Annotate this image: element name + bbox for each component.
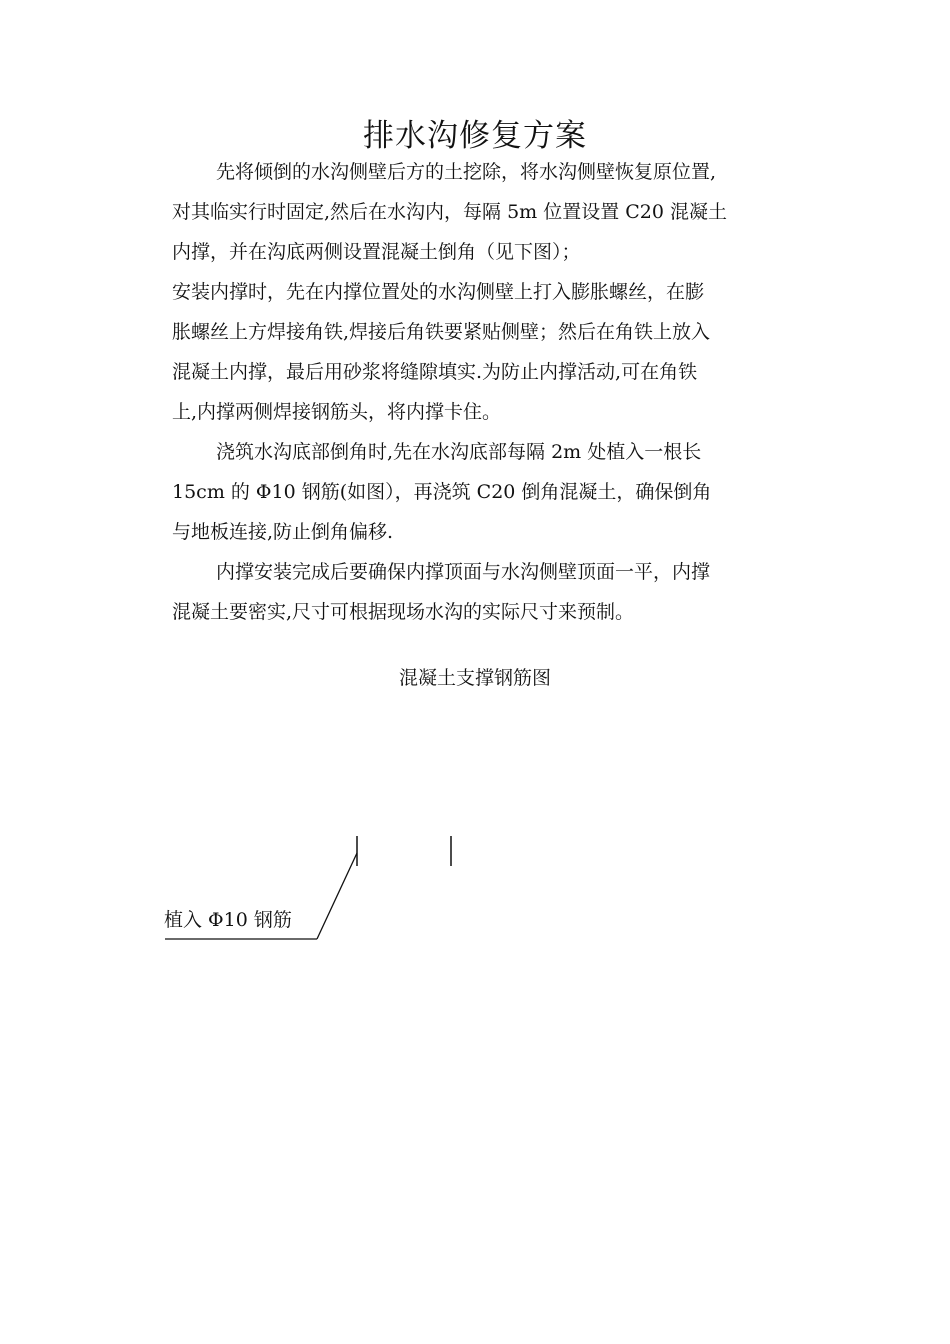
paragraph-3-line-2: 15cm 的 Φ10 钢筋(如图），再浇筑 C20 倒角混凝土，确保倒角	[172, 481, 712, 503]
leader-line-diagonal	[317, 853, 357, 939]
paragraph-3-line-1: 浇筑水沟底部倒角时,先在水沟底部每隔 2m 处植入一根长	[216, 441, 702, 463]
paragraph-4-line-2: 混凝土要密实,尺寸可根据现场水沟的实际尺寸来预制。	[172, 601, 635, 623]
paragraph-2-line-4: 上,内撑两侧焊接钢筋头，将内撑卡住。	[172, 401, 502, 423]
figure-caption: 混凝土支撑钢筋图	[398, 667, 551, 689]
paragraph-2-line-3: 混凝土内撑，最后用砂浆将缝隙填实.为防止内撑活动,可在角铁	[172, 361, 698, 383]
paragraph-3-line-3: 与地板连接,防止倒角偏移.	[172, 521, 394, 543]
rebar-label: 植入 Φ10 钢筋	[164, 909, 292, 931]
paragraph-2-line-1: 安装内撑时，先在内撑位置处的水沟侧壁上打入膨胀螺丝，在膨	[172, 281, 705, 303]
paragraph-1-line-1: 先将倾倒的水沟侧壁后方的土挖除，将水沟侧壁恢复原位置,	[216, 161, 717, 183]
paragraph-2-line-2: 胀螺丝上方焊接角铁,焊接后角铁要紧贴侧壁；然后在角铁上放入	[172, 321, 711, 343]
document-title: 排水沟修复方案	[363, 118, 587, 154]
paragraph-1-line-2: 对其临实行时固定,然后在水沟内，每隔 5m 位置设置 C20 混凝土	[172, 201, 728, 223]
paragraph-1-line-3: 内撑，并在沟底两侧设置混凝土倒角（见下图）；	[172, 241, 581, 263]
paragraph-4-line-1: 内撑安装完成后要确保内撑顶面与水沟侧壁顶面一平，内撑	[216, 561, 711, 583]
